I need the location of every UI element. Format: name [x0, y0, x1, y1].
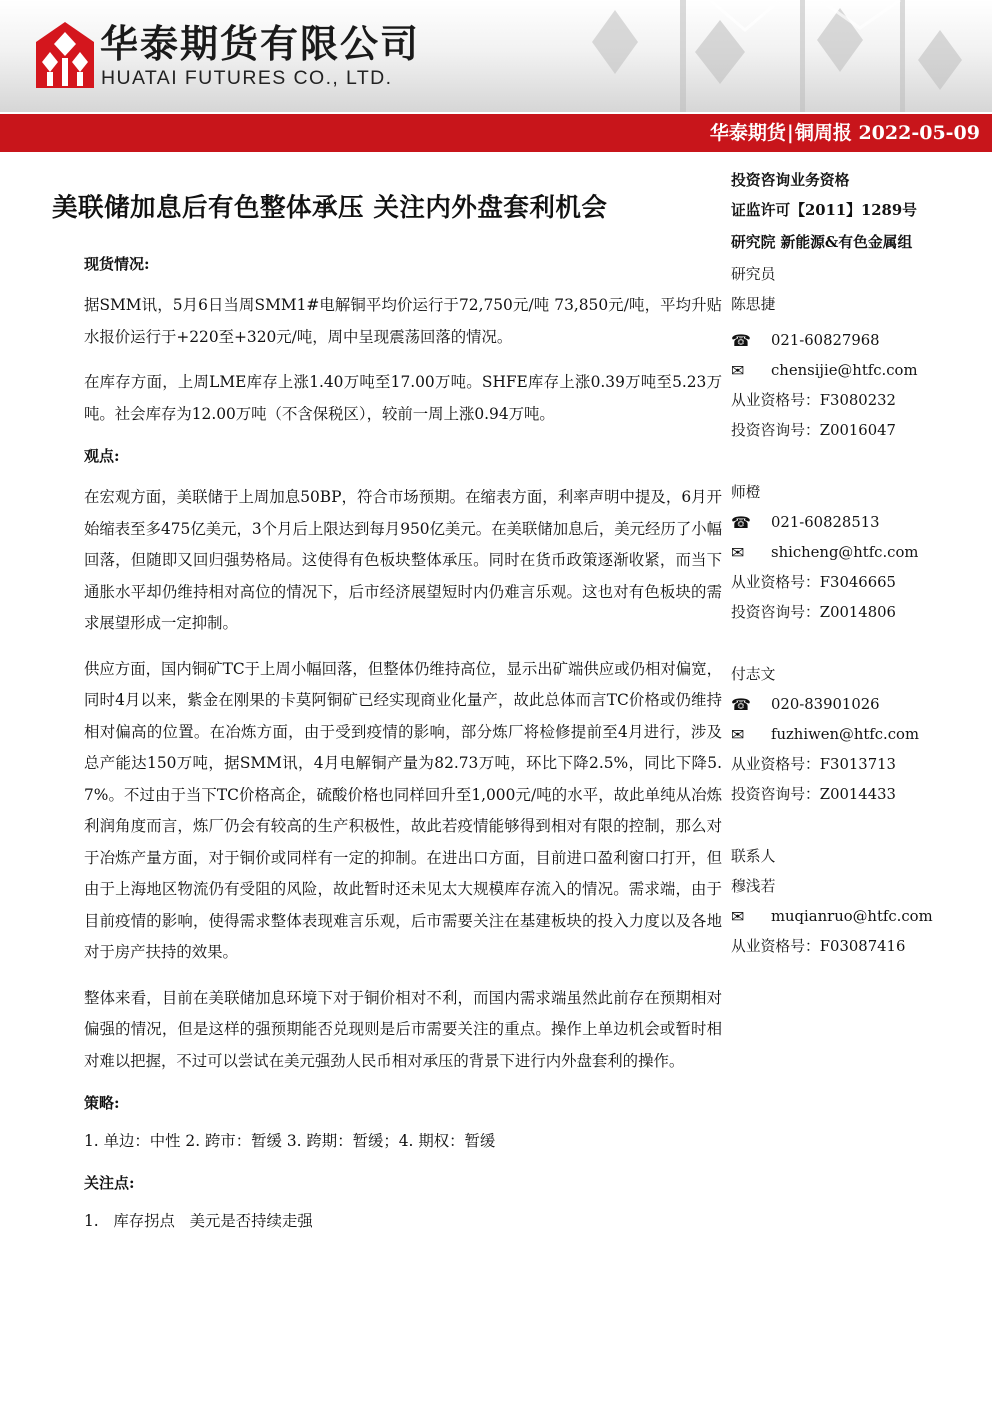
analyst-advisory: 投资咨询号：Z0014433	[731, 786, 896, 803]
analyst-phone: 021-60827968	[771, 332, 880, 349]
strategy-text: 1. 单边：中性 2. 跨市：暂缓 3. 跨期：暂缓；4. 期权：暂缓	[84, 1132, 496, 1150]
report-info	[710, 118, 980, 148]
analyst-email[interactable]: fuzhiwen@htfc.com	[771, 726, 919, 743]
spacer	[731, 628, 981, 660]
analyst-cert: 从业资格号：F3046665	[731, 574, 896, 591]
paragraph-view-summary: 整体来看，目前在美联储加息环境下对于铜价相对不利，而国内需求端虽然此前存在预期相对偏强的情况，但是这样的强预期能否兑现则是后市需要关注的重点。操作上单边机会或暂时相对难以把握，不过可以尝试在美元强劲人民币相对承压的背景下进行内外盘套利的操作。	[84, 988, 722, 1070]
analyst-advisory: 投资咨询号：Z0016047	[731, 422, 896, 439]
liaison-cert: 从业资格号：F03087416	[731, 938, 906, 955]
spacer	[731, 810, 981, 842]
envelope-icon: ✉	[731, 361, 745, 380]
spacer	[731, 446, 981, 478]
analyst-name: 陈思捷	[731, 296, 776, 313]
role-researcher: 研究员	[731, 266, 776, 283]
liaison-email-row	[731, 902, 981, 932]
role-contact: 联系人	[731, 848, 776, 865]
analyst-cert: 从业资格号：F3080232	[731, 392, 896, 409]
analyst-email-row	[731, 356, 981, 386]
analyst-phone-row	[731, 690, 981, 720]
license-number: 证监许可【2011】1289号	[731, 202, 917, 219]
qualification-label: 投资咨询业务资格	[731, 172, 850, 189]
paragraph-view-macro: 在宏观方面，美联储于上周加息50BP，符合市场预期。在缩表方面，利率声明中提及，6月开始缩表至多475亿美元，3个月后上限达到每月950亿美元。在美联储加息后，美元经历了小幅回落，但随即又回归强势格局。这使得有色板块整体承压。同时在货币政策逐渐收紧，而当下通胀水平却仍维持相对高位的情况下，后市经济展望短时内仍难言乐观。这也对有色板块的需求展望形成一定抑制。	[84, 488, 722, 632]
envelope-icon: ✉	[731, 907, 745, 926]
analyst-email-row	[731, 720, 981, 750]
report-firm: 华泰期货	[709, 122, 786, 144]
analyst-name: 付志文	[731, 666, 776, 683]
phone-icon: ☎	[731, 331, 751, 350]
envelope-icon: ✉	[731, 725, 745, 744]
analyst-email-row	[731, 538, 981, 568]
header-decoration	[560, 0, 992, 112]
phone-icon: ☎	[731, 695, 751, 714]
analyst-phone: 020-83901026	[771, 696, 880, 713]
liaison-name: 穆浅若	[731, 878, 776, 895]
section-heading-view: 观点:	[84, 447, 120, 465]
analyst-cert: 从业资格号：F3013713	[731, 756, 896, 773]
analyst-email[interactable]: shicheng@htfc.com	[771, 544, 919, 561]
report-separator: |	[786, 122, 794, 144]
analyst-phone-row	[731, 508, 981, 538]
analyst-email[interactable]: chensijie@htfc.com	[771, 362, 918, 379]
paragraph-spot-price: 据SMM讯，5月6日当周SMM1#电解铜平均价运行于72,750元/吨 73,850元/吨，平均升贴水报价运行于+220至+320元/吨，周中呈现震荡回落的情况。	[84, 296, 722, 346]
section-heading-spot: 现货情况:	[84, 255, 150, 273]
section-heading-focus: 关注点:	[84, 1174, 135, 1192]
section-heading-strategy: 策略:	[84, 1094, 120, 1112]
report-title: 美联储加息后有色整体承压 关注内外盘套利机会	[52, 193, 608, 223]
analyst-phone-row	[731, 326, 981, 356]
analyst-advisory: 投资咨询号：Z0014806	[731, 604, 896, 621]
envelope-icon: ✉	[731, 543, 745, 562]
huatai-logo	[36, 22, 94, 88]
analyst-name: 师橙	[731, 484, 761, 501]
main-content	[84, 252, 722, 1251]
page-header	[0, 0, 992, 112]
institute-group: 研究院 新能源&有色金属组	[731, 234, 913, 251]
paragraph-spot-inventory: 在库存方面，上周LME库存上涨1.40万吨至17.00万吨。SHFE库存上涨0.39万吨至5.23万吨。社会库存为12.00万吨（不含保税区），较前一周上涨0.94万吨。	[84, 373, 722, 423]
phone-icon: ☎	[731, 513, 751, 532]
company-name-en: HUATAI FUTURES CO., LTD.	[101, 67, 393, 89]
paragraph-view-supply: 供应方面，国内铜矿TC于上周小幅回落，但整体仍维持高位，显示出矿端供应或仍相对偏宽，同时4月以来，紫金在刚果的卡莫阿铜矿已经实现商业化量产，故此总体而言TC价格或仍维持相对偏高的位置。在冶炼方面，由于受到疫情的影响，部分炼厂将检修提前至4月进行，涉及总产能达150万吨，据SMM讯，4月电解铜产量为82.73万吨，环比下降2.5%，同比下降5.7%。不过由于当下TC价格高企，硫酸价格也同样回升至1,000元/吨的水平，故此单纯从冶炼利润角度而言，炼厂仍会有较高的生产积极性，故此若疫情能够得到相对有限的控制，那么对于冶炼产量方面，对于铜价或同样有一定的抑制。在进出口方面，目前进口盈利窗口打开，但由于上海地区物流仍有受阻的风险，故此暂时还未见太大规模库存流入的情况。需求端，由于目前疫情的影响，使得需求整体表现难言乐观，后市需要关注在基建板块的投入力度以及各地对于房产扶持的效果。	[84, 659, 722, 961]
company-name-cn: 华泰期货有限公司	[100, 22, 421, 66]
focus-text: 1. 库存拐点 美元是否持续走强	[84, 1212, 313, 1230]
report-date: 2022-05-09	[858, 122, 980, 144]
liaison-email[interactable]: muqianruo@htfc.com	[771, 908, 933, 925]
report-type: 铜周报	[794, 122, 852, 144]
analyst-sidebar	[731, 166, 981, 962]
analyst-phone: 021-60828513	[771, 514, 880, 531]
